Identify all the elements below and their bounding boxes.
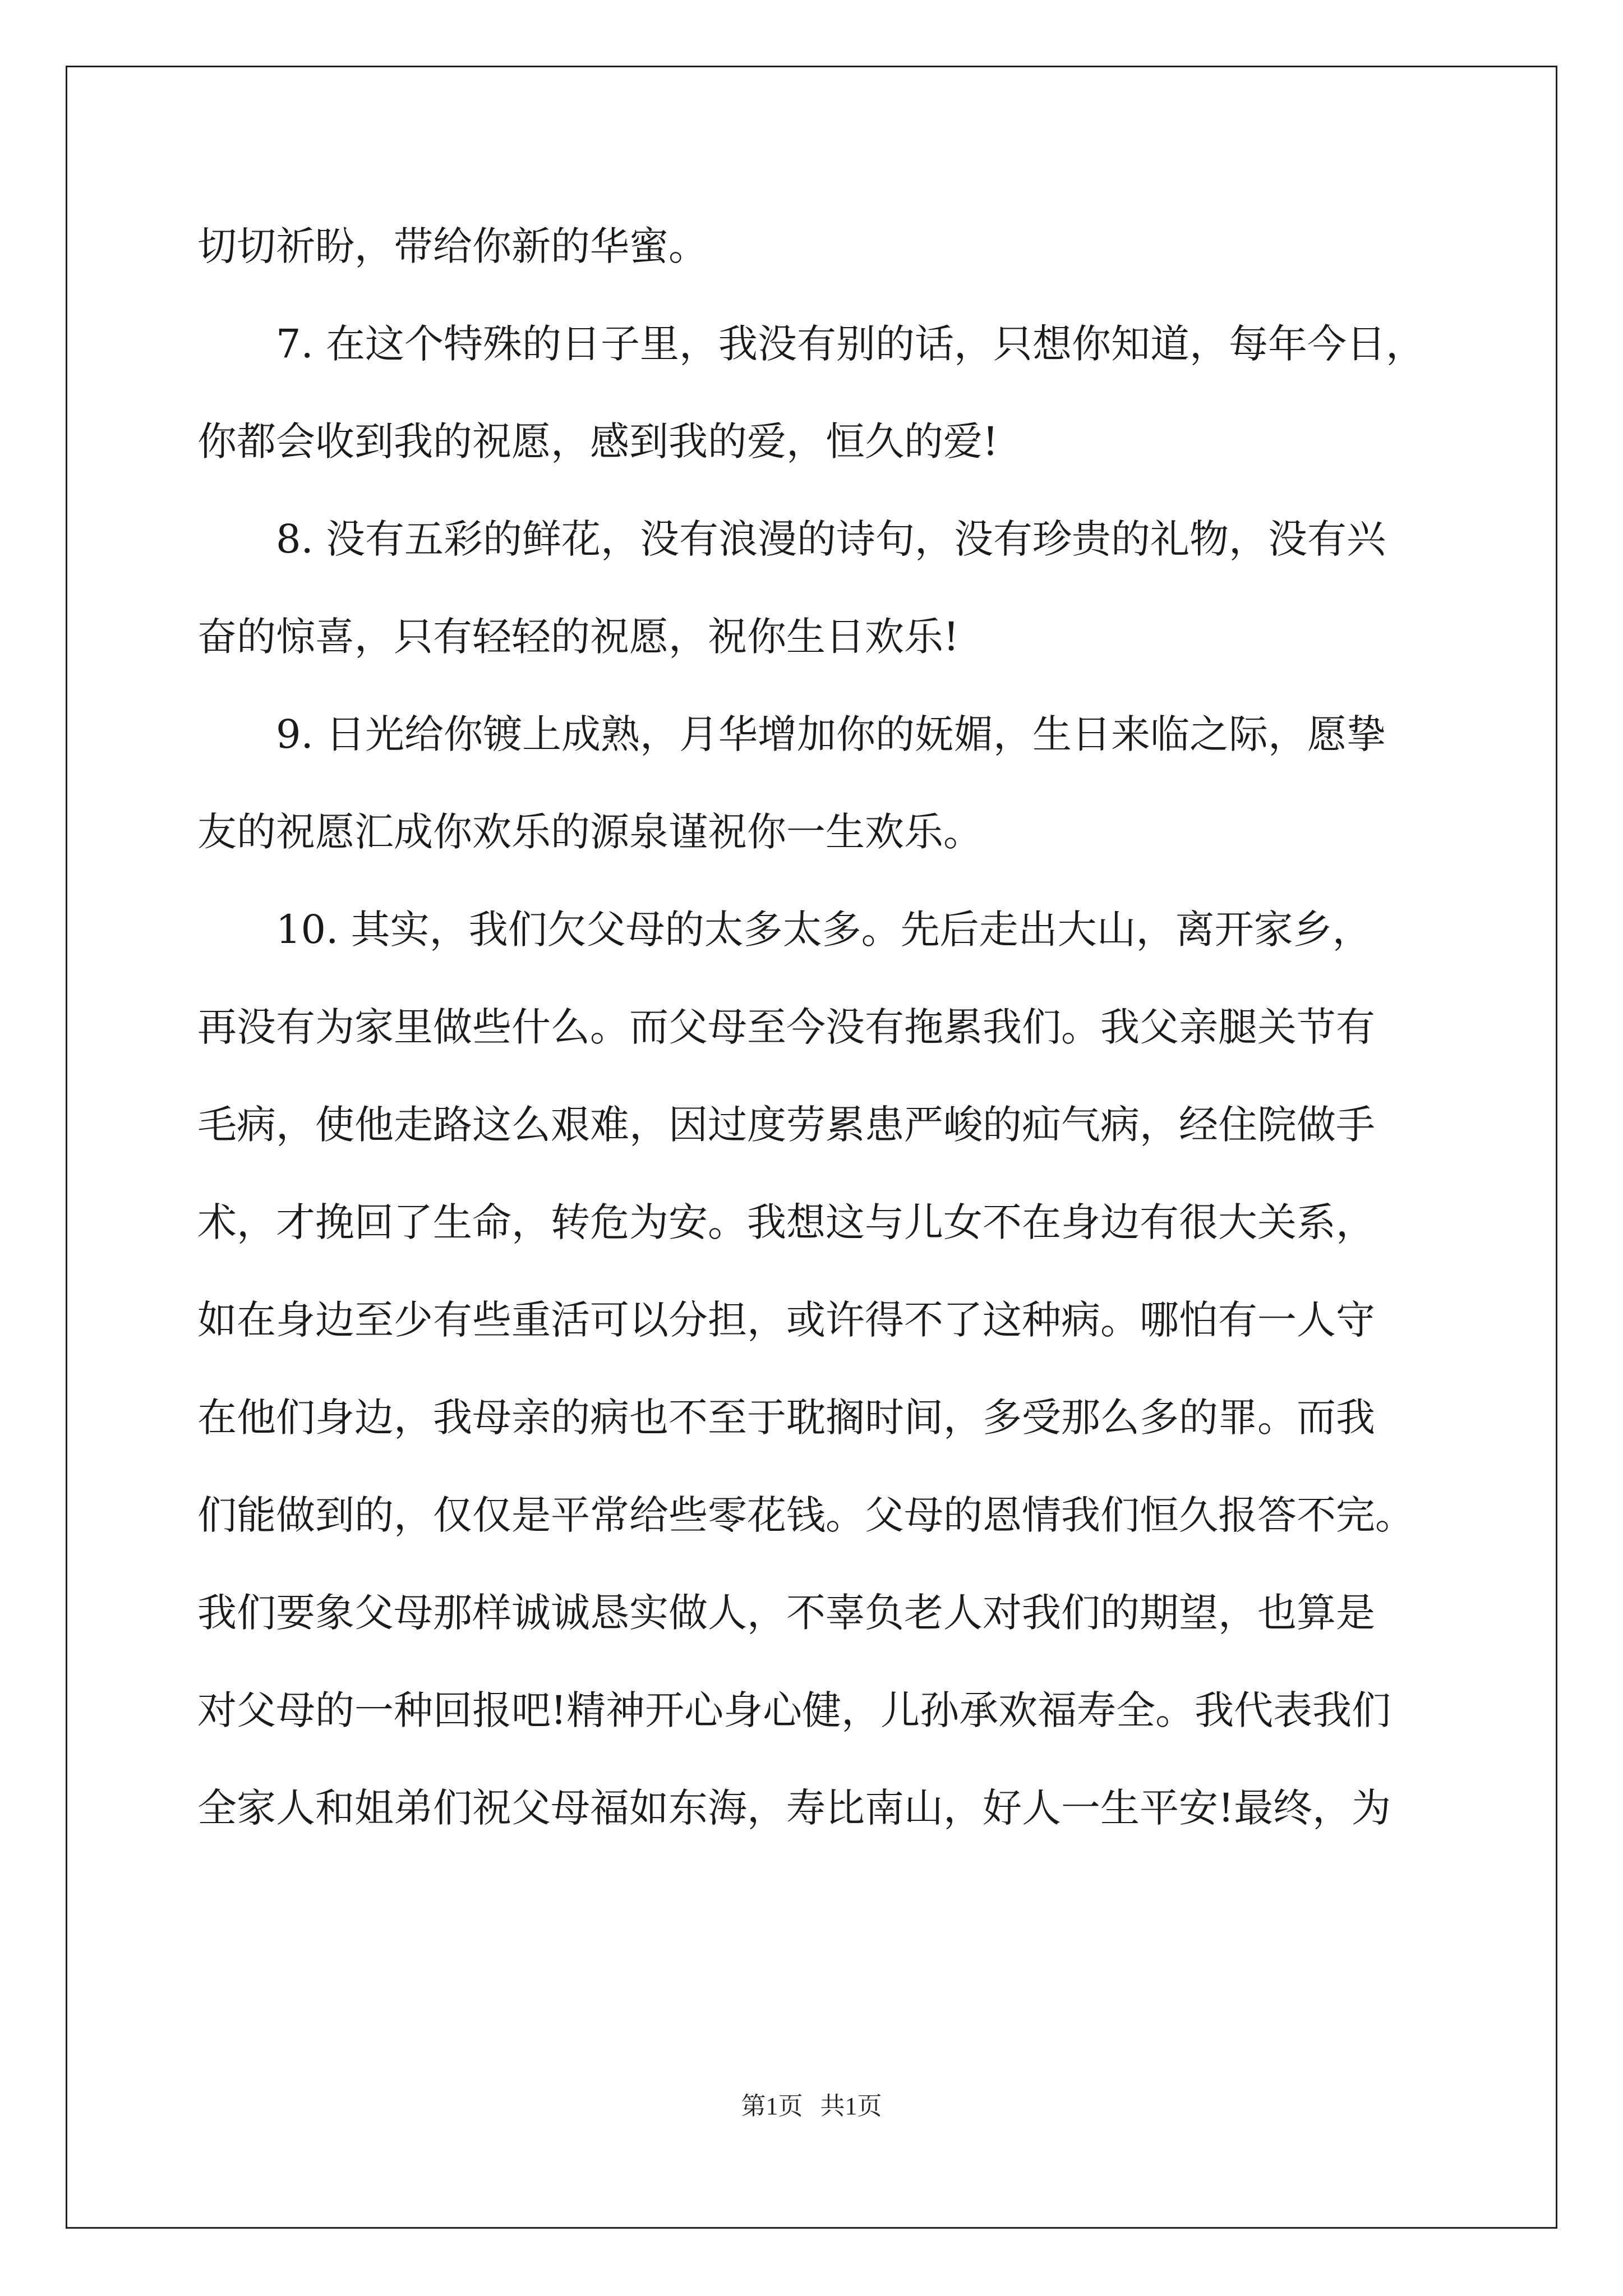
text-line: 再没有为家里做些什么。而父母至今没有拖累我们。我父亲腿关节有 <box>197 1004 1375 1050</box>
document-body <box>197 197 1482 1857</box>
text-line: 9. 日光给你镀上成熟，月华增加你的妩媚，生日来临之际，愿挚 <box>276 711 1386 757</box>
text-line: 切切祈盼，带给你新的华蜜。 <box>197 223 708 269</box>
text-line: 如在身边至少有些重活可以分担，或许得不了这种病。哪怕有一人守 <box>197 1297 1375 1343</box>
page-number-total: 共1页 <box>820 2092 882 2120</box>
text-line: 毛病，使他走路这么艰难，因过度劳累患严峻的疝气病，经住院做手 <box>197 1102 1375 1148</box>
text-line: 友的祝愿汇成你欢乐的源泉谨祝你一生欢乐。 <box>197 809 983 855</box>
text-line: 们能做到的，仅仅是平常给些零花钱。父母的恩情我们恒久报答不完。 <box>197 1492 1414 1538</box>
page-footer <box>0 2086 1623 2122</box>
page-number-current: 第1页 <box>741 2092 803 2120</box>
text-line: 我们要象父母那样诚诚恳实做人，不辜负老人对我们的期望，也算是 <box>197 1590 1375 1636</box>
text-line: 奋的惊喜，只有轻轻的祝愿，祝你生日欢乐! <box>197 614 960 660</box>
text-line: 全家人和姐弟们祝父母福如东海，寿比南山，好人一生平安!最终，为 <box>197 1785 1391 1831</box>
text-line: 你都会收到我的祝愿，感到我的爱，恒久的爱! <box>197 418 999 464</box>
text-line: 术，才挽回了生命，转危为安。我想这与儿女不在身边有很大关系， <box>197 1199 1375 1245</box>
text-line: 在他们身边，我母亲的病也不至于耽搁时间，多受那么多的罪。而我 <box>197 1395 1375 1441</box>
text-line: 8. 没有五彩的鲜花，没有浪漫的诗句，没有珍贵的礼物，没有兴 <box>276 516 1386 562</box>
text-line: 7. 在这个特殊的日子里，我没有别的话，只想你知道，每年今日， <box>276 321 1426 367</box>
text-line: 10. 其实，我们欠父母的太多太多。先后走出大山，离开家乡， <box>276 907 1372 953</box>
text-line: 对父母的一种回报吧!精神开心身心健，儿孙承欢福寿全。我代表我们 <box>197 1687 1391 1733</box>
